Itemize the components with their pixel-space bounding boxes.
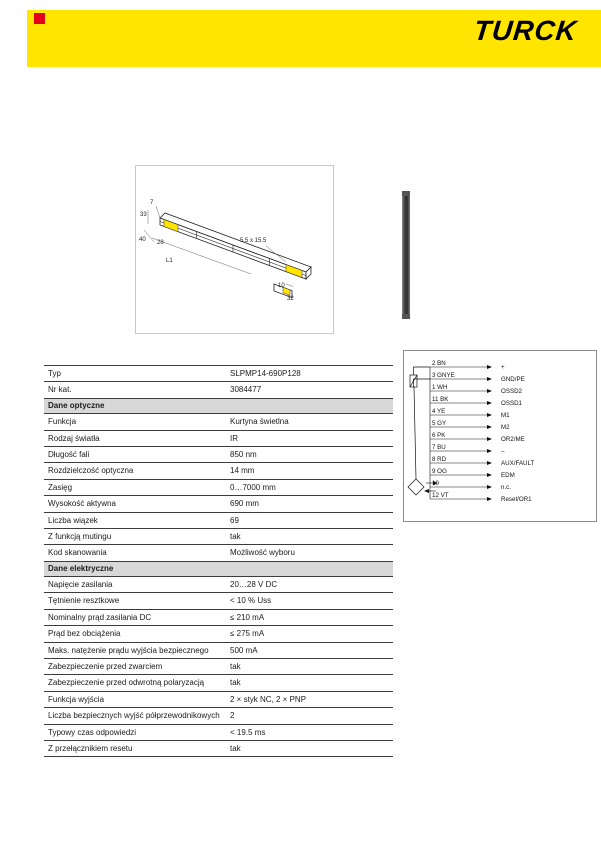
spec-row bbox=[44, 365, 393, 381]
spec-label: Rodzaj światła bbox=[48, 433, 100, 443]
pin-arrow-icon bbox=[487, 473, 492, 477]
spec-row bbox=[44, 658, 393, 674]
spec-row bbox=[44, 592, 393, 608]
pin-signal: – bbox=[501, 448, 505, 455]
spec-label: Prąd bez obciążenia bbox=[48, 629, 121, 639]
spec-label: Zasięg bbox=[48, 482, 73, 492]
dim-label-slot: 5.5 x 15.5 bbox=[240, 238, 267, 244]
spec-value: 69 bbox=[230, 515, 239, 525]
spec-value: IR bbox=[230, 433, 238, 443]
spec-row bbox=[44, 381, 393, 397]
spec-label: Nr kat. bbox=[48, 385, 72, 395]
brand-logo: TURCK bbox=[472, 15, 579, 46]
pin-arrow-icon bbox=[487, 377, 492, 381]
spec-value: 3084477 bbox=[230, 385, 262, 395]
spec-row bbox=[44, 625, 393, 641]
switch-link-top bbox=[414, 367, 431, 375]
spec-row bbox=[44, 413, 393, 429]
pin-signal: + bbox=[501, 364, 505, 371]
spec-row bbox=[44, 576, 393, 592]
spec-label: Zabezpieczenie przed odwrotną polaryzacją bbox=[48, 678, 205, 688]
dim-label-28: 28 bbox=[157, 240, 164, 246]
pin-label: 7 BU bbox=[432, 444, 446, 452]
spec-row bbox=[44, 724, 393, 740]
pin-label: 4 YE bbox=[432, 408, 446, 416]
dim-label-10: 10 bbox=[278, 283, 285, 289]
spec-label: Funkcja wyjścia bbox=[48, 694, 105, 704]
spec-row bbox=[44, 740, 393, 756]
spec-label: Tętnienie resztkowe bbox=[48, 596, 120, 606]
spec-label: Typowy czas odpowiedzi bbox=[48, 727, 137, 737]
spec-value: 14 mm bbox=[230, 466, 255, 476]
spec-label: Z funkcją mutingu bbox=[48, 531, 112, 541]
pin-arrow-icon bbox=[487, 365, 492, 369]
spec-value: 0…7000 mm bbox=[230, 482, 276, 492]
spec-row bbox=[44, 674, 393, 690]
spec-row bbox=[44, 707, 393, 723]
pin-arrow-icon bbox=[487, 425, 492, 429]
light-curtain-diamond-icon bbox=[408, 479, 424, 495]
spec-value: tak bbox=[230, 662, 241, 672]
dim-label-33: 33 bbox=[140, 212, 147, 218]
spec-label: Liczba wiązek bbox=[48, 515, 98, 525]
section-row bbox=[44, 561, 393, 576]
pin-arrow-icon bbox=[487, 413, 492, 417]
dimension-drawing-svg bbox=[136, 166, 331, 331]
pin-signal: n.c. bbox=[501, 484, 511, 491]
pin-signal: M1 bbox=[501, 412, 510, 419]
dim-label-32: 32 bbox=[287, 296, 294, 302]
sensor-top-face bbox=[160, 213, 311, 272]
spec-label: Napięcie zasilania bbox=[48, 580, 113, 590]
spec-row bbox=[44, 479, 393, 495]
spec-row bbox=[44, 446, 393, 462]
pin-label: 2 BN bbox=[432, 360, 446, 368]
dim-label-40: 40 bbox=[139, 237, 146, 243]
wiring-diagram-svg bbox=[404, 351, 594, 519]
spec-label: Liczba bezpiecznych wyjść półprzewodnikowych bbox=[48, 711, 220, 721]
dim-label-l1: L1 bbox=[166, 258, 173, 264]
spec-row bbox=[44, 691, 393, 707]
spec-row bbox=[44, 528, 393, 544]
spec-label: Typ bbox=[48, 369, 61, 378]
spec-value: 500 mA bbox=[230, 645, 258, 655]
pin-signal: GND/PE bbox=[501, 376, 525, 383]
switch-link-bottom bbox=[414, 379, 431, 387]
pin-label: 9 OG bbox=[432, 468, 447, 476]
pin-label: 8 RD bbox=[432, 456, 447, 464]
spec-value: Możliwość wyboru bbox=[230, 548, 295, 558]
spec-value: < 19.5 ms bbox=[230, 727, 266, 737]
pin-label: 11 BK bbox=[432, 396, 449, 404]
spec-label: Nominalny prąd zasilania DC bbox=[48, 612, 152, 622]
pin-arrow-icon bbox=[487, 497, 492, 501]
spec-label: Wysokość aktywna bbox=[48, 499, 116, 509]
spec-value: 690 mm bbox=[230, 499, 259, 509]
pin-label: 12 VT bbox=[432, 492, 449, 500]
pin-signal: EDM bbox=[501, 472, 515, 479]
spec-label: Funkcja bbox=[48, 417, 77, 427]
pin-arrow-icon bbox=[487, 401, 492, 405]
spec-row bbox=[44, 609, 393, 625]
pin-arrow-icon bbox=[487, 461, 492, 465]
pin-label: 6 PK bbox=[432, 432, 446, 440]
spec-row bbox=[44, 512, 393, 528]
spec-value: ≤ 275 mA bbox=[230, 629, 265, 639]
spec-value: 2 × styk NC, 2 × PNP bbox=[230, 694, 307, 704]
spec-label: Zabezpieczenie przed zwarciem bbox=[48, 662, 163, 672]
pin-label: 5 GY bbox=[432, 420, 447, 428]
section-title: Dane optyczne bbox=[48, 400, 105, 410]
pin-arrow-icon bbox=[487, 437, 492, 441]
spec-value: 850 nm bbox=[230, 449, 257, 459]
pin-signal: OR2/ME bbox=[501, 436, 525, 443]
pin-arrow-icon bbox=[487, 449, 492, 453]
dim-line bbox=[156, 206, 160, 218]
section-row bbox=[44, 398, 393, 413]
pin-signal: Reset/OR1 bbox=[501, 496, 532, 503]
spec-row bbox=[44, 462, 393, 478]
pin-label: 3 GNYE bbox=[432, 372, 455, 380]
spec-value: tak bbox=[230, 743, 241, 753]
symbol-drop-line bbox=[414, 387, 416, 479]
wiring-diagram bbox=[403, 350, 597, 522]
brand-red-square bbox=[34, 13, 45, 24]
dim-line bbox=[286, 284, 293, 287]
spec-value: ≤ 210 mA bbox=[230, 612, 265, 622]
product-photo bbox=[402, 191, 410, 319]
spec-table bbox=[44, 365, 393, 757]
spec-row bbox=[44, 544, 393, 560]
pin-signal: M2 bbox=[501, 424, 510, 431]
spec-value: 2 bbox=[230, 711, 235, 721]
spec-row bbox=[44, 642, 393, 658]
spec-label: Długość fali bbox=[48, 449, 90, 459]
pin-label: 1 WH bbox=[432, 384, 448, 392]
dim-label-7: 7 bbox=[150, 200, 154, 206]
pin-arrow-icon bbox=[487, 485, 492, 489]
spec-label: Kod skanowania bbox=[48, 548, 107, 558]
spec-value: < 10 % Uss bbox=[230, 596, 272, 606]
spec-row bbox=[44, 495, 393, 511]
spec-label: Maks. natężenie prądu wyjścia bezpiecznego bbox=[48, 645, 209, 655]
spec-label: Z przełącznikiem resetu bbox=[48, 743, 133, 753]
spec-value: Kurtyna świetlna bbox=[230, 417, 289, 427]
spec-label: Rozdzielczość optyczna bbox=[48, 466, 134, 476]
pin-signal: OSSD2 bbox=[501, 388, 522, 395]
wiring-pins bbox=[430, 360, 534, 503]
spec-value: SLPMP14-690P128 bbox=[230, 369, 301, 378]
pin-signal: AUX/FAULT bbox=[501, 460, 535, 467]
spec-value: tak bbox=[230, 678, 241, 688]
spec-value: tak bbox=[230, 531, 241, 541]
spec-row bbox=[44, 430, 393, 446]
beam-arrowhead bbox=[424, 489, 429, 493]
dimension-drawing bbox=[135, 165, 334, 334]
spec-value: 20…28 V DC bbox=[230, 580, 278, 590]
section-title: Dane elektryczne bbox=[48, 563, 114, 573]
pin-signal: OSSD1 bbox=[501, 400, 522, 407]
pin-arrow-icon bbox=[487, 389, 492, 393]
pin-label: 10 bbox=[432, 480, 439, 488]
